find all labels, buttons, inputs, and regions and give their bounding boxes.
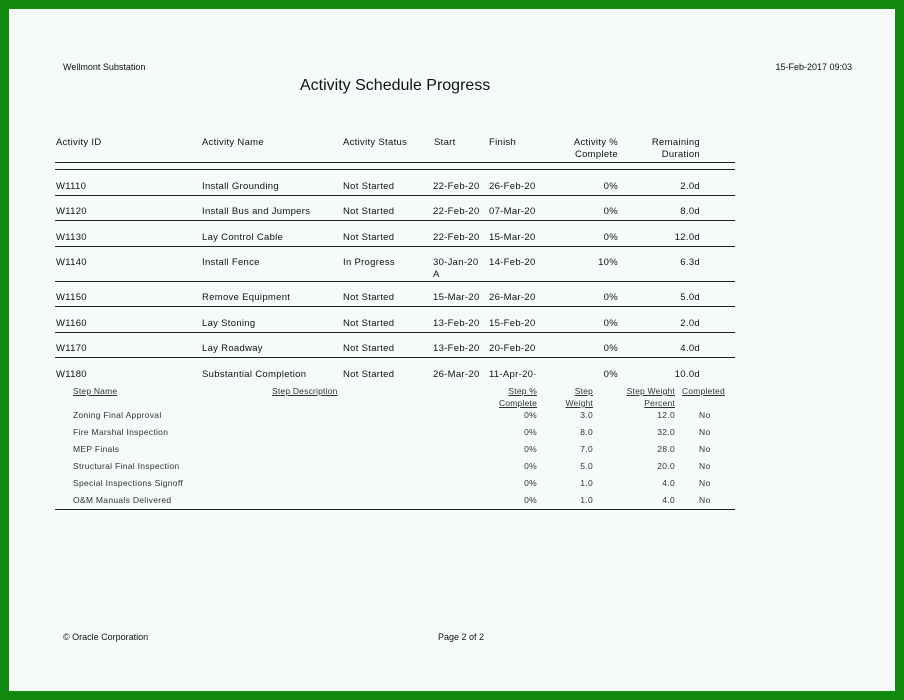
row-pct: 0% [603, 343, 618, 354]
project-name: Wellmont Substation [63, 62, 146, 72]
col-finish: Finish [489, 137, 517, 148]
row-pct: 0% [603, 292, 618, 303]
step-pct: 0% [524, 478, 537, 488]
row-start: 22-Feb-20 [433, 206, 480, 217]
row-status: Not Started [343, 343, 395, 354]
row-id: W1140 [56, 257, 87, 268]
col-activity-name: Activity Name [202, 137, 264, 148]
row-start: 26-Mar-20 [433, 369, 480, 380]
row-id: W1120 [56, 206, 87, 217]
row-status: In Progress [343, 257, 395, 268]
step-weight: 8.0 [580, 427, 593, 437]
row-pct: 10% [598, 257, 618, 268]
row-id: W1130 [56, 232, 87, 243]
step-col-weight-2: Weight [565, 398, 593, 408]
step-name: Fire Marshal Inspection [73, 427, 169, 437]
row-start-actual-flag: A [433, 269, 440, 280]
row-status: Not Started [343, 292, 395, 303]
step-name: Zoning Final Approval [73, 410, 162, 420]
step-col-completed: Completed [682, 386, 725, 396]
row-name: Install Grounding [202, 181, 279, 192]
table-end-rule [55, 509, 735, 510]
row-status: Not Started [343, 318, 395, 329]
step-pct: 0% [524, 444, 537, 454]
row-finish: 20-Feb-20 [489, 343, 536, 354]
step-pct: 0% [524, 461, 537, 471]
row-id: W1180 [56, 369, 87, 380]
step-weight-percent: 12.0 [657, 410, 675, 420]
row-status: Not Started [343, 206, 395, 217]
row-status: Not Started [343, 232, 395, 243]
step-name: O&M Manuals Delivered [73, 495, 172, 505]
step-col-description: Step Description [272, 386, 338, 396]
step-weight-percent: 20.0 [657, 461, 675, 471]
step-col-pct-2: Complete [499, 398, 537, 408]
row-id: W1110 [56, 181, 87, 192]
row-start: 22-Feb-20 [433, 232, 480, 243]
row-name: Remove Equipment [202, 292, 291, 303]
step-name: MEP Finals [73, 444, 120, 454]
row-id: W1170 [56, 343, 87, 354]
col-activity-id: Activity ID [56, 137, 102, 148]
row-id: W1150 [56, 292, 87, 303]
copyright: © Oracle Corporation [63, 632, 149, 642]
row-status: Not Started [343, 181, 395, 192]
row-pct: 0% [603, 181, 618, 192]
col-activity-pct: Activity % [573, 137, 618, 148]
step-col-pct: Step % [508, 386, 537, 396]
row-remaining: 6.3d [680, 257, 700, 268]
row-remaining: 10.0d [674, 369, 700, 380]
step-pct: 0% [524, 410, 537, 420]
step-weight-percent: 4.0 [662, 495, 675, 505]
step-weight: 1.0 [580, 495, 593, 505]
col-activity-status: Activity Status [343, 137, 408, 148]
step-weight: 3.0 [580, 410, 593, 420]
row-finish: 26-Mar-20 [489, 292, 536, 303]
header-rule [55, 162, 735, 163]
row-finish: 07-Mar-20 [489, 206, 536, 217]
step-weight: 7.0 [580, 444, 593, 454]
row-start: 22-Feb-20 [433, 181, 480, 192]
row-pct: 0% [603, 232, 618, 243]
step-name: Special Inspections Signoff [73, 478, 184, 488]
col-remaining-2: Duration [661, 149, 700, 160]
step-completed: No [699, 427, 711, 437]
row-start: 30-Jan-20 [433, 257, 479, 268]
row-finish: 15-Feb-20 [489, 318, 536, 329]
row-name: Substantial Completion [202, 369, 307, 380]
col-activity-pct-2: Complete [574, 149, 618, 160]
row-divider [55, 195, 735, 196]
step-weight-percent: 28.0 [657, 444, 675, 454]
row-divider [55, 246, 735, 247]
step-weight: 5.0 [580, 461, 593, 471]
step-weight-percent: 32.0 [657, 427, 675, 437]
report-datetime: 15-Feb-2017 09:03 [775, 62, 852, 72]
row-name: Install Bus and Jumpers [202, 206, 311, 217]
step-completed: No [699, 478, 711, 488]
row-name: Install Fence [202, 257, 260, 268]
row-id: W1160 [56, 318, 87, 329]
row-finish: 15-Mar-20 [489, 232, 536, 243]
row-remaining: 2.0d [680, 181, 700, 192]
step-col-name: Step Name [73, 386, 118, 396]
step-weight: 1.0 [580, 478, 593, 488]
row-divider [55, 281, 735, 282]
step-col-weight-percent-2: Percent [644, 398, 675, 408]
col-remaining: Remaining [651, 137, 700, 148]
row-divider [55, 357, 735, 358]
row-start: 15-Mar-20 [433, 292, 480, 303]
row-pct: 0% [603, 369, 618, 380]
step-completed: No [699, 495, 711, 505]
row-start: 13-Feb-20 [433, 343, 480, 354]
row-finish: 14-Feb-20 [489, 257, 536, 268]
row-name: Lay Stoning [202, 318, 256, 329]
header-rule [55, 169, 735, 170]
step-name: Structural Final Inspection [73, 461, 180, 471]
row-status: Not Started [343, 369, 395, 380]
step-weight-percent: 4.0 [662, 478, 675, 488]
step-completed: No [699, 444, 711, 454]
row-finish: 11-Apr-20· [489, 369, 537, 380]
row-pct: 0% [603, 318, 618, 329]
row-name: Lay Control Cable [202, 232, 284, 243]
report-title: Activity Schedule Progress [300, 77, 491, 94]
row-divider [55, 220, 735, 221]
row-divider [55, 332, 735, 333]
row-start: 13-Feb-20 [433, 318, 480, 329]
step-completed: No [699, 461, 711, 471]
row-remaining: 2.0d [680, 318, 700, 329]
step-pct: 0% [524, 495, 537, 505]
row-finish: 26-Feb-20 [489, 181, 536, 192]
row-remaining: 8.0d [680, 206, 700, 217]
row-remaining: 5.0d [680, 292, 700, 303]
row-pct: 0% [603, 206, 618, 217]
page-number: Page 2 of 2 [438, 632, 485, 642]
step-col-weight: Step [574, 386, 593, 396]
step-pct: 0% [524, 427, 537, 437]
row-remaining: 12.0d [674, 232, 700, 243]
step-completed: No [699, 410, 711, 420]
row-divider [55, 306, 735, 307]
col-start: Start [434, 137, 456, 148]
step-col-weight-percent: Step Weight [626, 386, 675, 396]
row-remaining: 4.0d [680, 343, 700, 354]
row-name: Lay Roadway [202, 343, 263, 354]
